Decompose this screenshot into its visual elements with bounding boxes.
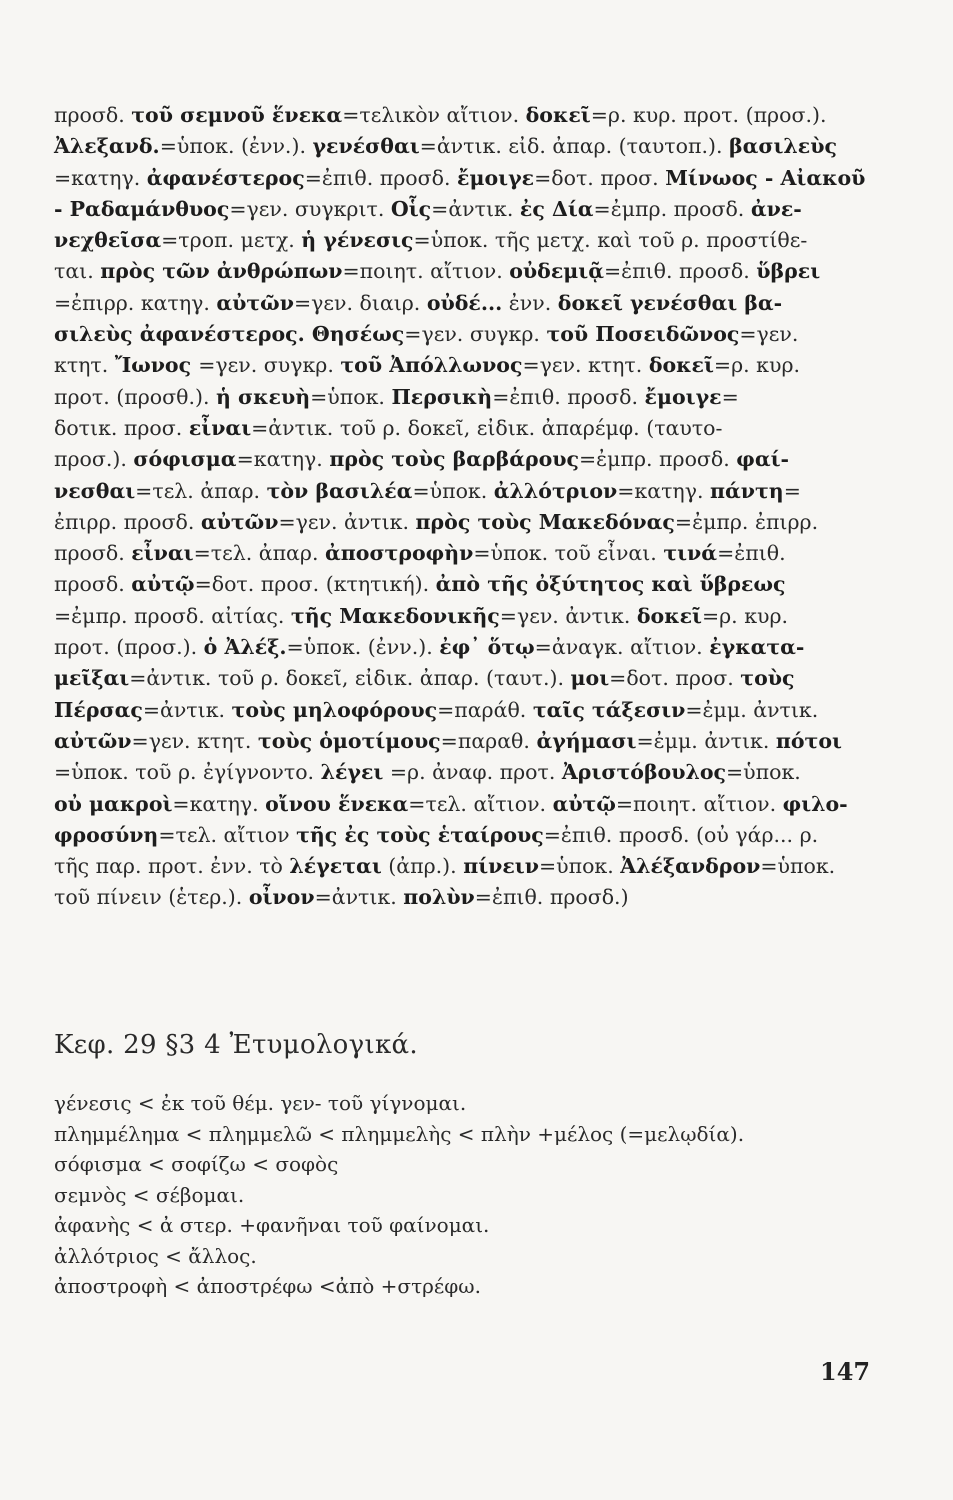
grammar-note: δοτικ. προσ. [54, 415, 189, 440]
etymology-entry: γένεσις < ἐκ τοῦ θέμ. γεν- τοῦ γίγνομαι. [54, 1091, 467, 1115]
analysed-term: Περσικὴ [391, 384, 493, 409]
grammar-note: =γεν. ἀντικ. [499, 603, 637, 628]
analysis-line [54, 131, 869, 162]
analysed-term: - Ραδαμάνθυος [54, 196, 230, 221]
grammar-note: προσδ. [54, 103, 132, 127]
analysed-term: φαί- [736, 447, 790, 472]
analysis-line [54, 350, 869, 381]
etymology-entry: ἀλλότριος < ἄλλος. [54, 1243, 257, 1268]
grammar-note: =κατηγ. [617, 478, 710, 503]
grammar-note: (ἀπρ.). [381, 854, 464, 879]
analysed-term: πότοι [775, 728, 842, 753]
grammar-note: =κατηγ. [54, 165, 147, 190]
grammar-note: κτητ. [54, 353, 115, 378]
analysed-term: Ἴωνος [114, 353, 199, 378]
analysis-line [54, 538, 869, 569]
grammar-note: =ὑποκ. (ἐνν.). [286, 635, 440, 660]
analysed-term: οἴνου ἕνεκα [265, 791, 409, 816]
grammatical-analysis [54, 100, 869, 914]
grammar-note: =ρ. κυρ. προτ. (προσ.). [590, 103, 827, 127]
grammar-note: =γεν. συγκρ. [404, 322, 547, 347]
analysed-term: πίνειν [463, 854, 539, 879]
analysed-term: οἶνον [248, 885, 315, 910]
grammar-note: =ἐπιθ. προσδ. [304, 165, 458, 190]
etymology-entry: πλημμέλημα < πλημμελῶ < πλημμελὴς < πλὴν +μέλος (=μελῳδία). [54, 1121, 745, 1146]
analysis-line [54, 194, 869, 225]
analysed-term: Ἀριστόβουλος [561, 760, 726, 785]
analysis-line [54, 851, 869, 882]
analysis-line [54, 726, 869, 757]
analysed-term: σιλεὺς ἀφανέστερος. Θησέως [54, 322, 405, 347]
analysed-term: ὁ Ἀλέξ. [203, 635, 287, 660]
analysed-term: λέγει [320, 760, 384, 785]
grammar-note: =παράθ. [437, 697, 533, 722]
grammar-note: =ἀναγκ. αἴτιον. [534, 635, 710, 660]
analysed-term: αὐτῷ [131, 572, 195, 597]
grammar-note: =ἐπιθ. προσδ.) [474, 885, 629, 910]
analysed-term: ἐφ᾽ ὅτῳ [439, 635, 535, 660]
grammar-note: =ἐπιρρ. κατηγ. [54, 290, 217, 315]
etymology-entry: ἀποστροφὴ < ἀποστρέφω <ἀπὸ +στρέφω. [54, 1274, 481, 1298]
analysed-term: τοὺς μηλοφόρους [231, 697, 438, 722]
analysed-term: μεῖξαι [54, 666, 130, 691]
analysed-term: ἀνε- [750, 196, 802, 221]
analysed-term: Πέρσας [54, 697, 143, 722]
grammar-note: προσδ. [54, 541, 132, 566]
analysed-term: τοῦ Ποσειδῶνος [546, 322, 740, 347]
grammar-note: =ὑποκ. [538, 854, 621, 879]
analysed-term: Μίνωος - Αἰακοῦ [665, 165, 866, 190]
grammar-note: =ὑποκ. τοῦ ρ. ἐγίγνοντο. [54, 760, 321, 785]
grammar-note: τοῦ πίνειν (ἑτερ.). [54, 885, 249, 910]
grammar-note: =ρ. ἀναφ. προτ. [383, 760, 562, 785]
analysed-term: λέγεται [289, 854, 382, 879]
analysed-term: φροσύνη [54, 822, 159, 847]
grammar-note: =γεν. κτητ. [522, 353, 649, 378]
analysed-term: ταῖς τάξεσιν [532, 697, 686, 722]
grammar-note: προσδ. [54, 572, 132, 597]
grammar-note: =γεν. ἀντικ. [278, 509, 416, 534]
grammar-note: =δοτ. προσ. [534, 165, 666, 190]
analysed-term: εἶναι [131, 541, 194, 566]
analysed-term: τοῦ Ἀπόλλωνος [340, 353, 523, 378]
analysed-term: ἀπὸ τῆς ὀξύτητος καὶ ὕβρεως [435, 572, 786, 597]
grammar-note: = [721, 384, 739, 409]
analysis-line [54, 163, 869, 194]
analysed-term: Οἷς [390, 196, 432, 221]
analysed-term: φιλο- [782, 791, 848, 816]
analysed-term: τινά [663, 541, 718, 566]
grammar-note: =παραθ. [440, 728, 537, 753]
analysed-term: ἀλλότριον [493, 478, 618, 503]
analysis-line [54, 225, 869, 256]
grammar-note: =κατηγ. [236, 447, 330, 472]
grammar-note: προτ. (προσθ.). [54, 384, 216, 409]
analysed-term: τῆς ἐς τοὺς ἑταίρους [296, 822, 544, 847]
analysis-line [54, 256, 869, 287]
analysed-term: αὐτῷ [552, 791, 616, 816]
grammar-note: =γεν. διαιρ. [293, 290, 427, 315]
analysed-term: γενέσθαι [312, 134, 420, 159]
grammar-note: =ἐπιθ. προσδ. [492, 384, 645, 409]
analysis-line [54, 789, 869, 820]
analysed-term: αὐτῶν [54, 728, 132, 753]
analysed-term: πρὸς τοὺς Μακεδόνας [415, 509, 675, 534]
analysed-term: τῆς Μακεδονικῆς [290, 603, 500, 628]
analysed-term: πάντη [709, 478, 784, 503]
analysed-term: σόφισμα [133, 447, 237, 472]
grammar-note: =τελ. ἀπαρ. [135, 478, 267, 503]
analysis-line [54, 413, 869, 444]
analysed-term: οὐ μακροὶ [54, 791, 173, 816]
etymology-entry: σόφισμα < σοφίζω < σοφὸς [54, 1152, 339, 1176]
analysis-line [54, 476, 869, 507]
analysis-line [54, 100, 869, 131]
analysed-term: ἀγήμασι [536, 728, 637, 753]
analysis-line [54, 820, 869, 851]
analysis-line [54, 663, 869, 694]
analysis-line [54, 288, 869, 319]
analysed-term: ἔμοιγε [457, 165, 535, 190]
analysed-term: ἔμοιγε [644, 384, 722, 409]
analysed-term: ἐγκατα- [709, 635, 805, 660]
grammar-note: =γεν. συγκριτ. [229, 196, 391, 221]
grammar-note: =ρ. κυρ. [701, 603, 789, 628]
grammar-note: =δοτ. προσ. [609, 666, 741, 691]
grammar-note: ἐπιρρ. προσδ. [54, 509, 201, 534]
grammar-note: =ἀντικ. τοῦ ρ. δοκεῖ, εἰδικ. ἀπαρ. (ταυτ.). [129, 666, 571, 691]
grammar-note: =ἐμπρ. προσδ. [593, 196, 751, 221]
grammar-note: =γεν. [739, 322, 799, 347]
grammar-note: =ὑποκ. [412, 478, 494, 503]
analysis-line [54, 319, 869, 350]
grammar-note: =ἐπιθ. [717, 541, 786, 566]
analysed-term: τοὺς ὁμοτίμους [257, 728, 441, 753]
analysed-term: ἡ γένεσις [301, 228, 414, 253]
page-number: 147 [820, 1357, 871, 1386]
grammar-note: =ποιητ. αἴτιον. [615, 791, 783, 816]
grammar-note: = [783, 478, 801, 503]
analysed-term: δοκεῖ γενέσθαι βα- [557, 290, 783, 315]
grammar-note: =κατηγ. [172, 791, 266, 816]
analysed-term: Ἀλεξανδ. [54, 134, 160, 159]
analysed-term: νεχθεῖσα [54, 228, 162, 253]
grammar-note: =ἐμπρ. προσδ. [579, 447, 737, 472]
grammar-note: =γεν. συγκρ. [198, 353, 341, 378]
grammar-note: =ποιητ. αἴτιον. [342, 259, 510, 284]
analysis-line [54, 695, 869, 726]
grammar-note: =ἀντικ. εἰδ. ἀπαρ. (ταυτοπ.). [419, 134, 729, 159]
analysed-term: αὐτῶν [200, 509, 279, 534]
grammar-note: =ὑποκ. (ἐνν.). [159, 134, 313, 159]
grammar-note: =ὑποκ. [726, 760, 801, 785]
analysed-term: ἀποστροφὴν [324, 541, 474, 566]
analysed-term: πρὸς τοὺς βαρβάρους [329, 447, 579, 472]
grammar-note: =ὑποκ. τοῦ εἶναι. [473, 541, 664, 566]
grammar-note: =τελικὸν αἴτιον. [342, 103, 526, 127]
grammar-note: τῆς παρ. προτ. ἐνν. τὸ [54, 854, 290, 879]
analysis-line [54, 507, 869, 538]
grammar-note: ἐνν. [502, 290, 558, 315]
grammar-note: προσ.). [54, 447, 134, 472]
analysed-term: ὕβρει [756, 259, 821, 284]
grammar-note: =ἐμπρ. ἐπιρρ. [674, 509, 819, 534]
grammar-note: =γεν. κτητ. [131, 728, 258, 753]
analysed-term: πρὸς τῶν ἀνθρώπων [100, 259, 343, 284]
analysed-term: δοκεῖ [648, 353, 714, 378]
grammar-note: =ἀντικ. τοῦ ρ. δοκεῖ, εἰδικ. ἀπαρέμφ. (ταυτο- [251, 415, 723, 440]
analysed-term: μοι [570, 666, 610, 691]
analysis-line [54, 444, 869, 475]
analysed-term: ἀφανέστερος [146, 165, 305, 190]
etymology-list [54, 1088, 744, 1302]
grammar-note: =ὑποκ. τῆς μετχ. καὶ τοῦ ρ. προστίθε- [413, 228, 808, 253]
etymology-entry: σεμνὸς < σέβομαι. [54, 1182, 245, 1207]
grammar-note: =ἀντικ. [431, 196, 520, 221]
analysed-term: δοκεῖ [636, 603, 702, 628]
analysed-term: Ἀλέξανδρον [620, 854, 761, 879]
grammar-note: =ρ. κυρ. [713, 353, 801, 378]
analysis-line [54, 632, 869, 663]
analysed-term: νεσθαι [54, 478, 136, 503]
grammar-note: =τελ. ἀπαρ. [193, 541, 325, 566]
analysed-term: τοὺς [740, 666, 795, 691]
analysed-term: τὸν βασιλέα [266, 478, 413, 503]
grammar-note: =ἐμπρ. προσδ. αἰτίας. [54, 603, 291, 628]
etymology-entry: ἀφανὴς < ἀ στερ. +φανῆναι τοῦ φαίνομαι. [54, 1213, 490, 1237]
grammar-note: =ὑποκ. [310, 384, 392, 409]
grammar-note: =ἀντικ. [142, 697, 232, 722]
analysed-term: πολὺν [403, 885, 475, 910]
analysed-term: ἡ σκευὴ [216, 384, 311, 409]
section-heading: Κεφ. 29 §3 4 Ἐτυμολογικά. [54, 1030, 418, 1060]
analysed-term: ἐς Δία [519, 196, 594, 221]
grammar-note: =ὑποκ. [760, 854, 836, 879]
grammar-note: =δοτ. προσ. (κτητική). [194, 572, 436, 597]
grammar-note: =τελ. αἴτιον. [408, 791, 553, 816]
analysis-line [54, 882, 869, 913]
analysed-term: εἶναι [188, 415, 252, 440]
grammar-note: =ἀντικ. [314, 885, 404, 910]
grammar-note: =τροπ. μετχ. [161, 228, 302, 253]
analysed-term: τοῦ σεμνοῦ ἕνεκα [131, 103, 343, 127]
analysed-term: δοκεῖ [525, 103, 591, 127]
grammar-note: ται. [54, 259, 101, 284]
grammar-note: =τελ. αἴτιον [158, 822, 297, 847]
analysis-line [54, 382, 869, 413]
analysis-line [54, 757, 869, 788]
grammar-note: =ἐπιθ. προσδ. [603, 259, 757, 284]
analysed-term: οὐδεμιᾷ [509, 259, 604, 284]
analysed-term: οὐδέ... [426, 290, 503, 315]
analysis-line [54, 569, 869, 600]
analysis-line [54, 601, 869, 632]
grammar-note: =ἐμμ. ἀντικ. [685, 697, 819, 722]
grammar-note: προτ. (προσ.). [54, 635, 204, 660]
grammar-note: =ἐμμ. ἀντικ. [636, 728, 776, 753]
analysed-term: βασιλεὺς [729, 134, 837, 159]
grammar-note: =ἐπιθ. προσδ. (οὐ γάρ... ρ. [543, 822, 819, 847]
analysed-term: αὐτῶν [216, 290, 294, 315]
